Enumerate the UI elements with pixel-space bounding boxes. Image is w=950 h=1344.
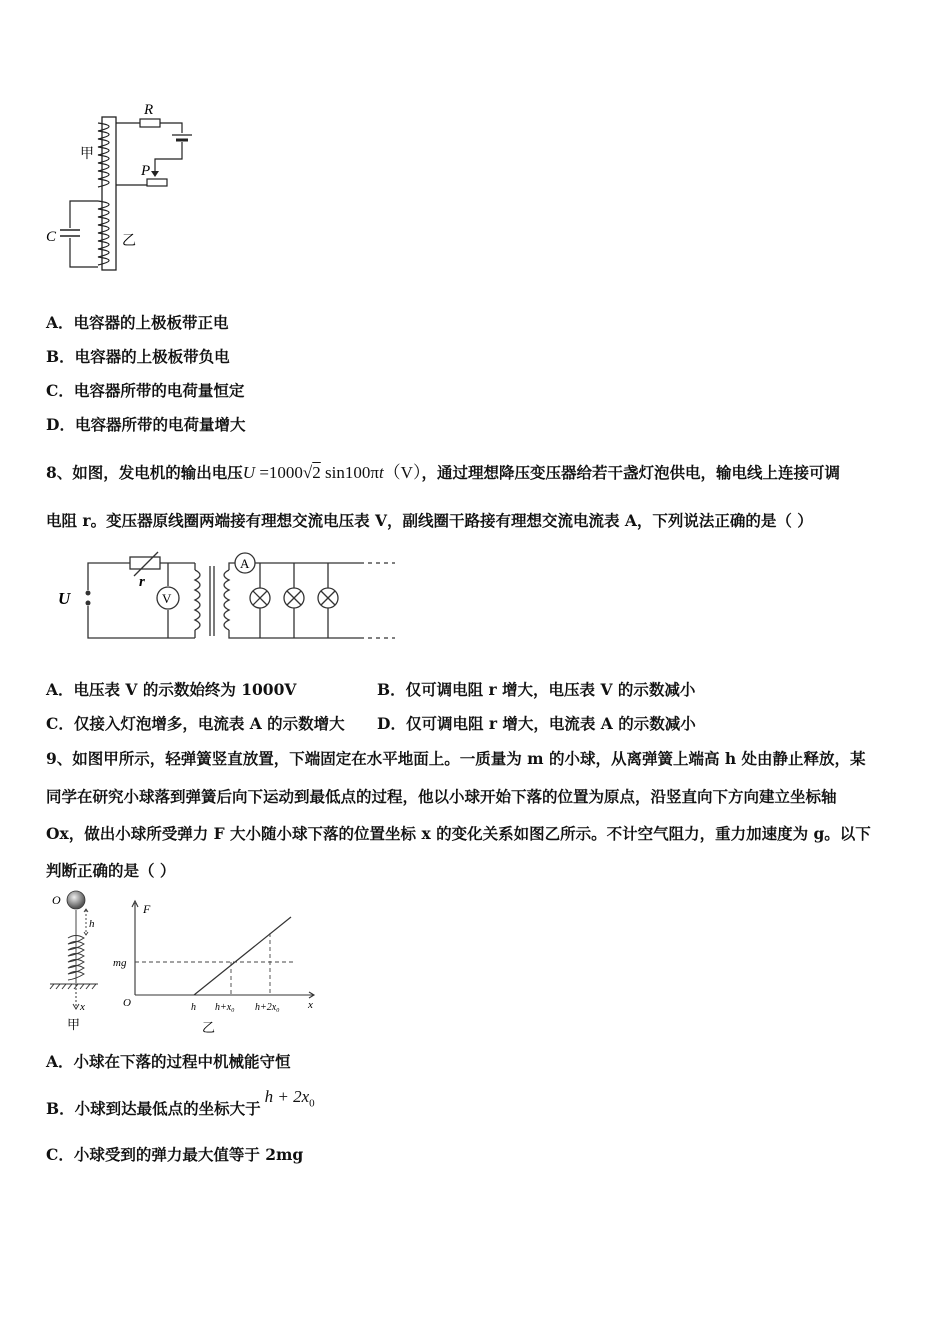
q8-voltage-formula: U =1000√2 sin100πt（V） — [242, 463, 422, 482]
q9-force-graph — [115, 895, 325, 1040]
q9-stem-line1: 9、如图甲所示，轻弹簧竖直放置，下端固定在水平地面上。一质量为 m 的小球，从离弹簧上端高 h 处由静止释放，某 — [46, 749, 866, 768]
ball-icon — [67, 891, 85, 909]
q9-stem-line3: Ox，做出小球所受弹力 F 大小随小球下落的位置坐标 x 的变化关系如图乙所示。不计空气阻力，重力加速度为 g。以下 — [46, 824, 871, 843]
fig9b-caption: 乙 — [202, 1020, 216, 1035]
label-jia: 甲 — [80, 147, 94, 162]
fig9a-caption: 甲 — [67, 1017, 81, 1032]
q9-option-c: C．小球受到的弹力最大值等于 2mg — [46, 1145, 304, 1164]
lamp-icon — [250, 588, 270, 608]
fig8-label-r: r — [139, 574, 145, 590]
ac-source-icon — [86, 591, 91, 606]
q7-option-c: C．电容器所带的电荷量恒定 — [46, 381, 245, 400]
fig9b-label-mg: mg — [113, 957, 127, 969]
battery-icon — [172, 135, 192, 140]
fig9b-label-h-2x0: h+2x₀ — [255, 1002, 280, 1013]
fig9b-label-h: h — [191, 1002, 196, 1013]
fig9a-label-x: x — [80, 1001, 85, 1013]
q9-option-b — [46, 1087, 315, 1121]
force-line — [194, 917, 291, 995]
rheostat-P — [147, 179, 167, 186]
lamp-icon — [318, 588, 338, 608]
resistor-R — [140, 119, 160, 127]
fig9b-label-O: O — [123, 997, 131, 1009]
q9-stem-line4: 判断正确的是（ ） — [46, 861, 176, 880]
q9-option-a: A．小球在下落的过程中机械能守恒 — [46, 1052, 291, 1071]
q9-spring-figure — [40, 888, 110, 1038]
fig9b-label-F: F — [143, 902, 151, 916]
q8-option-d: D．仅可调电阻 r 增大，电流表 A 的示数减小 — [377, 714, 696, 733]
label-R: R — [144, 102, 154, 118]
label-yi: 乙 — [122, 234, 136, 249]
q7-option-a: A．电容器的上极板带正电 — [46, 313, 229, 332]
q8-transformer-figure — [50, 548, 400, 648]
lamp-icon — [284, 588, 304, 608]
variable-resistor-r — [130, 557, 160, 569]
capacitor-icon — [60, 230, 80, 236]
fig8-label-A: A — [240, 556, 250, 571]
label-C: C — [46, 229, 57, 245]
fig9a-label-O: O — [52, 893, 61, 907]
q7-option-b: B．电容器的上极板带负电 — [46, 347, 230, 366]
q8-stem-prefix: 8、如图，发电机的输出电压 — [46, 463, 243, 482]
coil-jia — [98, 123, 109, 187]
coil-yi — [98, 201, 109, 265]
fig8-label-V: V — [162, 591, 172, 606]
fig8-label-U: U — [58, 589, 71, 608]
q9-option-b-text: B．小球到达最低点的坐标大于 — [46, 1099, 261, 1118]
q8-stem-line1 — [46, 458, 840, 483]
q8-stem-suffix: ，通过理想降压变压器给若干盏灯泡供电，输电线上连接可调 — [421, 463, 840, 482]
fig9b-label-x: x — [308, 999, 313, 1011]
label-P: P — [141, 163, 151, 179]
q8-stem-line2: 电阻 r。变压器原线圈两端接有理想交流电压表 V，副线圈干路接有理想交流电流表 A，下列说法正确的是（ ） — [46, 511, 813, 530]
q8-option-a: A．电压表 V 的示数始终为 1000V — [46, 680, 297, 699]
fig9a-label-h: h — [89, 918, 95, 930]
q9-option-b-formula: $h + 2x_0$ — [264, 1087, 315, 1110]
fig9b-label-h-x0: h+x₀ — [215, 1002, 235, 1013]
q8-option-c: C．仅接入灯泡增多，电流表 A 的示数增大 — [46, 714, 345, 733]
q7-option-d: D．电容器所带的电荷量增大 — [46, 415, 246, 434]
q7-circuit-figure — [40, 95, 210, 280]
q9-stem-line2: 同学在研究小球落到弹簧后向下运动到最低点的过程，他以小球开始下落的位置为原点，沿竖直向下方向建立坐标轴 — [46, 787, 837, 806]
q8-option-b: B．仅可调电阻 r 增大，电压表 V 的示数减小 — [377, 680, 696, 699]
